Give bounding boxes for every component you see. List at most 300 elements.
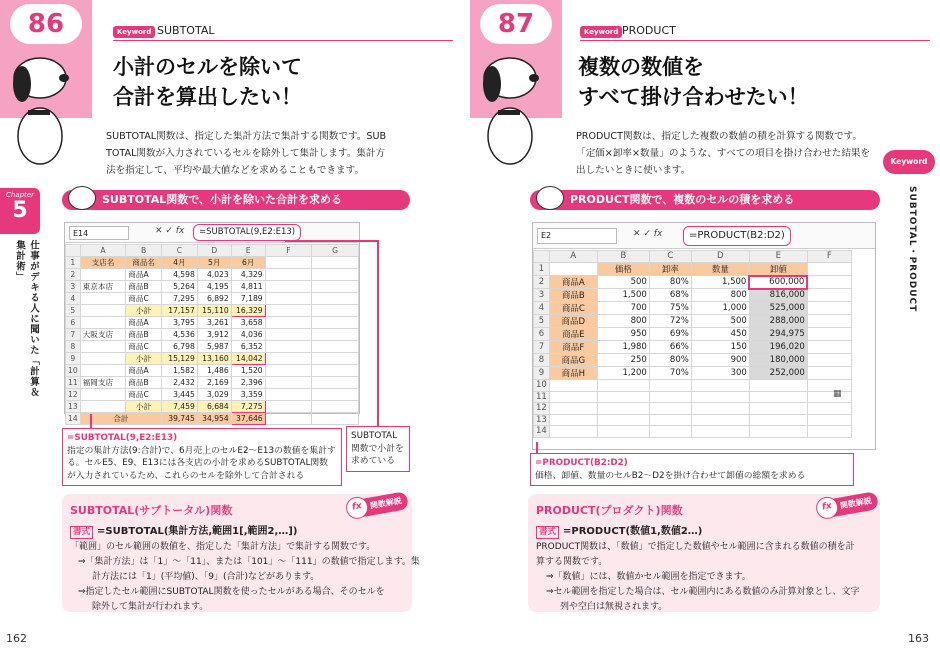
row-header[interactable]: 11 [66, 376, 81, 388]
cell[interactable] [649, 391, 691, 403]
cell[interactable] [312, 280, 359, 292]
left-callout-line: 指定の集計方法(9:合計)で、6月売上のセルE2～E13の数値を集計す [67, 445, 336, 456]
cell[interactable]: 商品D [549, 315, 597, 328]
cell[interactable]: 5,987 [197, 340, 231, 352]
cell[interactable]: 6,798 [161, 340, 197, 352]
cell[interactable]: 商品C [126, 388, 162, 400]
row-header[interactable]: 9 [66, 352, 81, 364]
left-title-line-1: 小計のセルを除いて [113, 55, 302, 79]
cell[interactable] [549, 403, 597, 415]
cell[interactable]: 商品C [549, 302, 597, 315]
cell[interactable] [265, 376, 312, 388]
cell[interactable] [312, 400, 359, 412]
table-row [534, 262, 852, 276]
cell[interactable]: 価格 [597, 262, 649, 276]
right-callout-line: 価格、卸値、数量のセルB2～D2を掛け合わせて卸値の総額を求める [535, 470, 806, 481]
cell[interactable] [749, 426, 807, 438]
cell[interactable]: 3,029 [197, 388, 231, 400]
cell[interactable]: 5,264 [161, 280, 197, 292]
cell[interactable] [691, 391, 749, 403]
cell[interactable] [597, 426, 649, 438]
table-row [66, 304, 359, 316]
left-body-line-1: SUBTOTAL関数は、指定した集計方法で集計する関数です。SUB [106, 131, 387, 142]
cell[interactable] [549, 426, 597, 438]
cell[interactable]: 69% [649, 328, 691, 341]
right-side-keyword-text: SUBTOTAL・PRODUCT [907, 186, 917, 313]
cell[interactable]: 商品B [126, 376, 162, 388]
connector-line [377, 240, 379, 426]
cell[interactable]: 80% [649, 276, 691, 289]
left-keyword-rule [113, 40, 453, 41]
table-row [66, 400, 359, 412]
right-callout-title: =PRODUCT(B2:D2) [535, 458, 628, 468]
cell[interactable]: 合計 [80, 412, 161, 424]
row-header[interactable]: 14 [66, 412, 81, 424]
cell[interactable] [265, 328, 312, 340]
cell[interactable]: 700 [597, 302, 649, 315]
cell[interactable]: 商品C [126, 340, 162, 352]
cell[interactable]: 196,020 [749, 341, 807, 354]
cell[interactable] [807, 380, 851, 392]
right-section-heading [530, 190, 880, 210]
cell[interactable] [312, 340, 359, 352]
cell[interactable]: 3,445 [161, 388, 197, 400]
table-row [534, 391, 852, 403]
cell[interactable] [312, 268, 359, 280]
cell[interactable] [265, 388, 312, 400]
cell[interactable] [265, 292, 312, 304]
table-row [534, 426, 852, 438]
cell[interactable]: 450 [691, 328, 749, 341]
fx-icon: fx [814, 495, 839, 520]
column-header[interactable]: A [80, 245, 126, 257]
column-header[interactable]: E [231, 245, 265, 257]
cell[interactable]: 68% [649, 289, 691, 302]
row-header[interactable]: 10 [534, 380, 550, 392]
cell[interactable]: 商品F [549, 341, 597, 354]
cell[interactable]: 6,684 [197, 400, 231, 412]
cell[interactable]: 150 [691, 341, 749, 354]
cell[interactable] [807, 426, 851, 438]
cell[interactable] [597, 391, 649, 403]
cell[interactable]: 525,000 [749, 302, 807, 315]
cell[interactable]: 商品C [126, 292, 162, 304]
cell[interactable]: 3,912 [197, 328, 231, 340]
left-grid [65, 244, 359, 425]
right-desc-line: 列や空白は無視されます。 [560, 602, 668, 612]
row-header[interactable]: 3 [534, 289, 550, 302]
cell[interactable]: 7,189 [231, 292, 265, 304]
table-row [66, 268, 359, 280]
left-formula-input[interactable]: =SUBTOTAL(9,E2:E13) [193, 224, 301, 241]
cell[interactable]: 3,795 [161, 316, 197, 328]
cell[interactable]: 3,658 [231, 316, 265, 328]
row-header[interactable]: 8 [534, 354, 550, 367]
cell[interactable] [807, 391, 851, 403]
row-header[interactable]: 7 [534, 341, 550, 354]
cell[interactable] [312, 316, 359, 328]
cell[interactable] [80, 268, 126, 280]
cell[interactable]: 600,000 [749, 276, 807, 289]
right-formula-input[interactable]: =PRODUCT(B2:D2) [683, 226, 791, 246]
table-row [66, 280, 359, 292]
cell[interactable]: 商品B [126, 328, 162, 340]
column-header[interactable]: A [549, 251, 597, 263]
right-desc-line: ⇒セル範囲を指定した場合は、セル範囲内にある数値のみ計算対象とし、文字 [546, 587, 860, 597]
left-fx-badge-label: 関数解説 [369, 496, 403, 511]
table-row [66, 340, 359, 352]
cell[interactable]: 816,000 [749, 289, 807, 302]
cell[interactable] [549, 414, 597, 426]
cell[interactable] [80, 388, 126, 400]
cell[interactable]: 294,975 [749, 328, 807, 341]
row-header[interactable]: 13 [534, 414, 550, 426]
right-keyword-tag: Keyword [580, 26, 622, 38]
right-side-keyword-tag: Keyword [883, 150, 935, 174]
syntax-tag: 書式 [70, 526, 93, 539]
cell[interactable]: 39,745 [161, 412, 197, 424]
cell[interactable]: 4,329 [231, 268, 265, 280]
cell[interactable]: 商品E [549, 328, 597, 341]
cell[interactable]: 商品A [126, 268, 162, 280]
left-callout-title: =SUBTOTAL(9,E2:E13) [67, 433, 178, 443]
right-page [470, 0, 940, 668]
cell[interactable]: 5月 [197, 256, 231, 268]
cell[interactable] [80, 400, 126, 412]
column-header[interactable]: C [649, 251, 691, 263]
cell[interactable]: 7,459 [161, 400, 197, 412]
cell[interactable]: 6月 [231, 256, 265, 268]
cell[interactable]: 252,000 [749, 367, 807, 380]
row-header[interactable]: 7 [66, 328, 81, 340]
cell[interactable] [749, 380, 807, 392]
cell[interactable]: 数量 [691, 262, 749, 276]
column-header[interactable]: F [807, 251, 851, 263]
row-header[interactable]: 9 [534, 367, 550, 380]
chapter-side-text: 仕事がデキる人に聞いた「計算＆集計術」 [14, 240, 39, 398]
table-row [66, 364, 359, 376]
cell[interactable]: 250 [597, 354, 649, 367]
snoopy-illustration-left [2, 48, 72, 168]
cell[interactable]: 288,000 [749, 315, 807, 328]
cell[interactable] [807, 289, 851, 302]
cell[interactable] [312, 376, 359, 388]
cell[interactable]: 1,200 [597, 367, 649, 380]
cell[interactable]: 75% [649, 302, 691, 315]
table-row [534, 380, 852, 392]
cell[interactable]: 小計 [126, 400, 162, 412]
fx-icon[interactable]: ✕ ✓ fx [633, 229, 663, 239]
table-row [534, 328, 852, 341]
left-desc-line: ⇒「集計方法」は「1」～「11」、または「101」～「111」の数値で指定します。集 [78, 557, 420, 567]
table-row [66, 376, 359, 388]
cell[interactable] [807, 328, 851, 341]
cell[interactable] [749, 414, 807, 426]
cell[interactable] [807, 341, 851, 354]
cell[interactable]: 商品名 [126, 256, 162, 268]
cell[interactable]: 卸値 [749, 262, 807, 276]
cell[interactable] [749, 391, 807, 403]
cell[interactable]: 1,520 [231, 364, 265, 376]
cell[interactable] [80, 352, 126, 364]
chapter-number: 5 [12, 198, 28, 223]
cell[interactable]: 4,598 [161, 268, 197, 280]
left-desc-line: 計方法には「1」(平均値)、「9」(合計)などがあります。 [92, 572, 320, 582]
cell[interactable]: 180,000 [749, 354, 807, 367]
cell[interactable] [80, 304, 126, 316]
cell[interactable] [807, 276, 851, 289]
cell[interactable]: 500 [597, 276, 649, 289]
cell[interactable]: 大阪支店 [80, 328, 126, 340]
table-row [66, 352, 359, 364]
column-header[interactable]: B [126, 245, 162, 257]
cell[interactable] [549, 262, 597, 276]
chapter-label: Chapter [6, 191, 34, 199]
cell[interactable] [265, 256, 312, 268]
cell[interactable]: 2,396 [231, 376, 265, 388]
cell[interactable] [807, 262, 851, 276]
cell[interactable]: 37,646 [231, 412, 265, 424]
cell[interactable] [807, 315, 851, 328]
table-row [534, 302, 852, 315]
cell[interactable]: 14,042 [231, 352, 265, 364]
cell[interactable] [80, 292, 126, 304]
column-header[interactable]: E [749, 251, 807, 263]
cell[interactable]: 900 [691, 354, 749, 367]
cell[interactable] [807, 354, 851, 367]
cell[interactable]: 支店名 [80, 256, 126, 268]
left-syntax [70, 522, 297, 539]
cell[interactable]: 70% [649, 367, 691, 380]
cell[interactable] [597, 403, 649, 415]
left-callout-side-line: 関数で小計を [351, 443, 404, 454]
cell[interactable]: 16,329 [231, 304, 265, 316]
cell[interactable] [312, 304, 359, 316]
cell[interactable]: 15,110 [197, 304, 231, 316]
row-header[interactable]: 4 [534, 302, 550, 315]
cell[interactable] [265, 412, 312, 424]
cell[interactable]: 福岡支店 [80, 376, 126, 388]
cell[interactable] [265, 364, 312, 376]
cell[interactable]: 6,892 [197, 292, 231, 304]
table-row [534, 414, 852, 426]
column-header[interactable]: D [197, 245, 231, 257]
chapter-tab [0, 188, 40, 234]
cell[interactable]: 17,157 [161, 304, 197, 316]
row-header[interactable]: 5 [534, 315, 550, 328]
cell[interactable] [312, 388, 359, 400]
table-row [66, 388, 359, 400]
table-row [66, 328, 359, 340]
row-header[interactable]: 12 [66, 388, 81, 400]
cell[interactable]: 300 [691, 367, 749, 380]
cell[interactable]: 小計 [126, 304, 162, 316]
cell[interactable]: 1,500 [597, 289, 649, 302]
cell[interactable]: 4,023 [197, 268, 231, 280]
cell[interactable]: 72% [649, 315, 691, 328]
cell[interactable]: 1,500 [691, 276, 749, 289]
table-row [66, 256, 359, 268]
cell[interactable]: 6,352 [231, 340, 265, 352]
cell[interactable] [691, 403, 749, 415]
cell[interactable] [807, 302, 851, 315]
cell[interactable] [312, 412, 359, 424]
table-row [534, 315, 852, 328]
cell[interactable]: 商品G [549, 354, 597, 367]
cell[interactable] [807, 367, 851, 380]
connector-line [285, 240, 378, 242]
right-grid [533, 250, 852, 438]
cell[interactable] [312, 256, 359, 268]
row-header[interactable]: 8 [66, 340, 81, 352]
cell[interactable]: 800 [597, 315, 649, 328]
cell[interactable] [312, 352, 359, 364]
fx-icon[interactable]: ✕ ✓ fx [155, 226, 185, 236]
column-header[interactable]: C [161, 245, 197, 257]
right-desc-line: PRODUCT関数は、「数値」で指定した数値やセル範囲に含まれる数値の積を計 [536, 542, 855, 552]
cell[interactable]: 卸率 [649, 262, 691, 276]
table-row [66, 292, 359, 304]
left-topic-number: 86 [10, 4, 82, 44]
left-name-box[interactable]: E14 [69, 226, 129, 240]
row-header[interactable]: 14 [534, 426, 550, 438]
cell[interactable] [265, 352, 312, 364]
table-row [534, 354, 852, 367]
fx-icon: fx [344, 495, 369, 520]
cell[interactable]: 3,261 [197, 316, 231, 328]
row-header[interactable]: 2 [534, 276, 550, 289]
cell[interactable] [80, 340, 126, 352]
cell[interactable] [265, 268, 312, 280]
row-header[interactable]: 2 [66, 268, 81, 280]
cell[interactable]: 商品B [126, 280, 162, 292]
cell[interactable]: 小計 [126, 352, 162, 364]
cell[interactable]: 商品A [549, 276, 597, 289]
cell[interactable]: 80% [649, 354, 691, 367]
cell[interactable]: 商品B [549, 289, 597, 302]
syntax-tag: 書式 [536, 526, 559, 539]
cell[interactable] [649, 403, 691, 415]
cell[interactable] [80, 316, 126, 328]
cell[interactable]: 1,980 [597, 341, 649, 354]
cell[interactable] [265, 316, 312, 328]
right-name-box[interactable]: E2 [537, 228, 617, 244]
cell[interactable] [649, 426, 691, 438]
row-header[interactable]: 13 [66, 400, 81, 412]
cell[interactable] [312, 364, 359, 376]
cell[interactable]: 4,811 [231, 280, 265, 292]
row-header[interactable]: 1 [66, 256, 81, 268]
left-page-number: 162 [6, 632, 27, 645]
left-callout-line: が入力されているため、これらのセルを除外して合計される [67, 470, 305, 481]
cell[interactable] [265, 340, 312, 352]
cell[interactable] [597, 414, 649, 426]
cell[interactable]: 500 [691, 315, 749, 328]
cell[interactable] [265, 304, 312, 316]
cell[interactable] [312, 328, 359, 340]
right-section-text: PRODUCT関数で、複数のセルの積を求める [570, 193, 795, 206]
cell[interactable] [549, 380, 597, 392]
row-header[interactable]: 6 [534, 328, 550, 341]
cell[interactable]: 15,129 [161, 352, 197, 364]
cell[interactable] [749, 403, 807, 415]
cell[interactable]: 7,295 [161, 292, 197, 304]
cell[interactable]: 800 [691, 289, 749, 302]
cell[interactable] [691, 426, 749, 438]
cell[interactable]: 商品A [126, 316, 162, 328]
row-header[interactable]: 11 [534, 391, 550, 403]
cell[interactable]: 商品A [126, 364, 162, 376]
row-header[interactable]: 12 [534, 403, 550, 415]
column-header[interactable]: B [597, 251, 649, 263]
cell[interactable] [649, 414, 691, 426]
cell[interactable] [312, 292, 359, 304]
row-header[interactable]: 4 [66, 292, 81, 304]
column-header[interactable]: D [691, 251, 749, 263]
left-callout-side-line: 求めている [351, 456, 395, 466]
table-row [534, 341, 852, 354]
cell[interactable] [691, 380, 749, 392]
cell[interactable]: 1,582 [161, 364, 197, 376]
row-header[interactable]: 6 [66, 316, 81, 328]
cell[interactable] [549, 391, 597, 403]
cell[interactable]: 1,486 [197, 364, 231, 376]
cell[interactable] [597, 380, 649, 392]
cell[interactable] [649, 380, 691, 392]
row-header[interactable]: 1 [534, 262, 550, 276]
cell[interactable]: 商品H [549, 367, 597, 380]
left-keyword: SUBTOTAL [157, 24, 215, 37]
table-row [534, 289, 852, 302]
cell[interactable] [691, 414, 749, 426]
left-callout-subtotal [346, 426, 410, 472]
right-title-line-2: すべて掛け合わせたい！ [578, 85, 809, 109]
cell[interactable]: 950 [597, 328, 649, 341]
cell[interactable]: 13,160 [197, 352, 231, 364]
cell[interactable] [265, 400, 312, 412]
right-keyword-rule [580, 40, 930, 41]
cell[interactable]: 34,954 [197, 412, 231, 424]
quick-analysis-icon[interactable]: ▦ [833, 389, 842, 399]
cell[interactable]: 4,195 [197, 280, 231, 292]
cell[interactable]: 2,432 [161, 376, 197, 388]
cell[interactable]: 66% [649, 341, 691, 354]
right-body-line-1: PRODUCT関数は、指定した複数の数値の積を計算する関数です。 [576, 131, 863, 142]
row-header[interactable]: 10 [66, 364, 81, 376]
cell[interactable] [265, 280, 312, 292]
right-syntax [536, 522, 702, 539]
cell[interactable]: 3,359 [231, 388, 265, 400]
cell[interactable] [80, 364, 126, 376]
row-header[interactable]: 5 [66, 304, 81, 316]
cell[interactable]: 4,536 [161, 328, 197, 340]
cell[interactable] [807, 414, 851, 426]
column-header[interactable]: G [312, 245, 359, 257]
table-row [534, 367, 852, 380]
cell[interactable]: 7,275 [231, 400, 265, 412]
cell[interactable] [807, 403, 851, 415]
left-section-heading [62, 190, 410, 210]
column-header[interactable]: F [265, 245, 312, 257]
cell[interactable]: 東京本店 [80, 280, 126, 292]
cell[interactable]: 2,169 [197, 376, 231, 388]
right-body-line-3: 出したいときに使います。 [576, 165, 691, 176]
cell[interactable]: 1,000 [691, 302, 749, 315]
right-fx-badge-label: 関数解説 [839, 496, 873, 511]
row-header[interactable]: 3 [66, 280, 81, 292]
cell[interactable]: 4月 [161, 256, 197, 268]
cell[interactable]: 4,036 [231, 328, 265, 340]
